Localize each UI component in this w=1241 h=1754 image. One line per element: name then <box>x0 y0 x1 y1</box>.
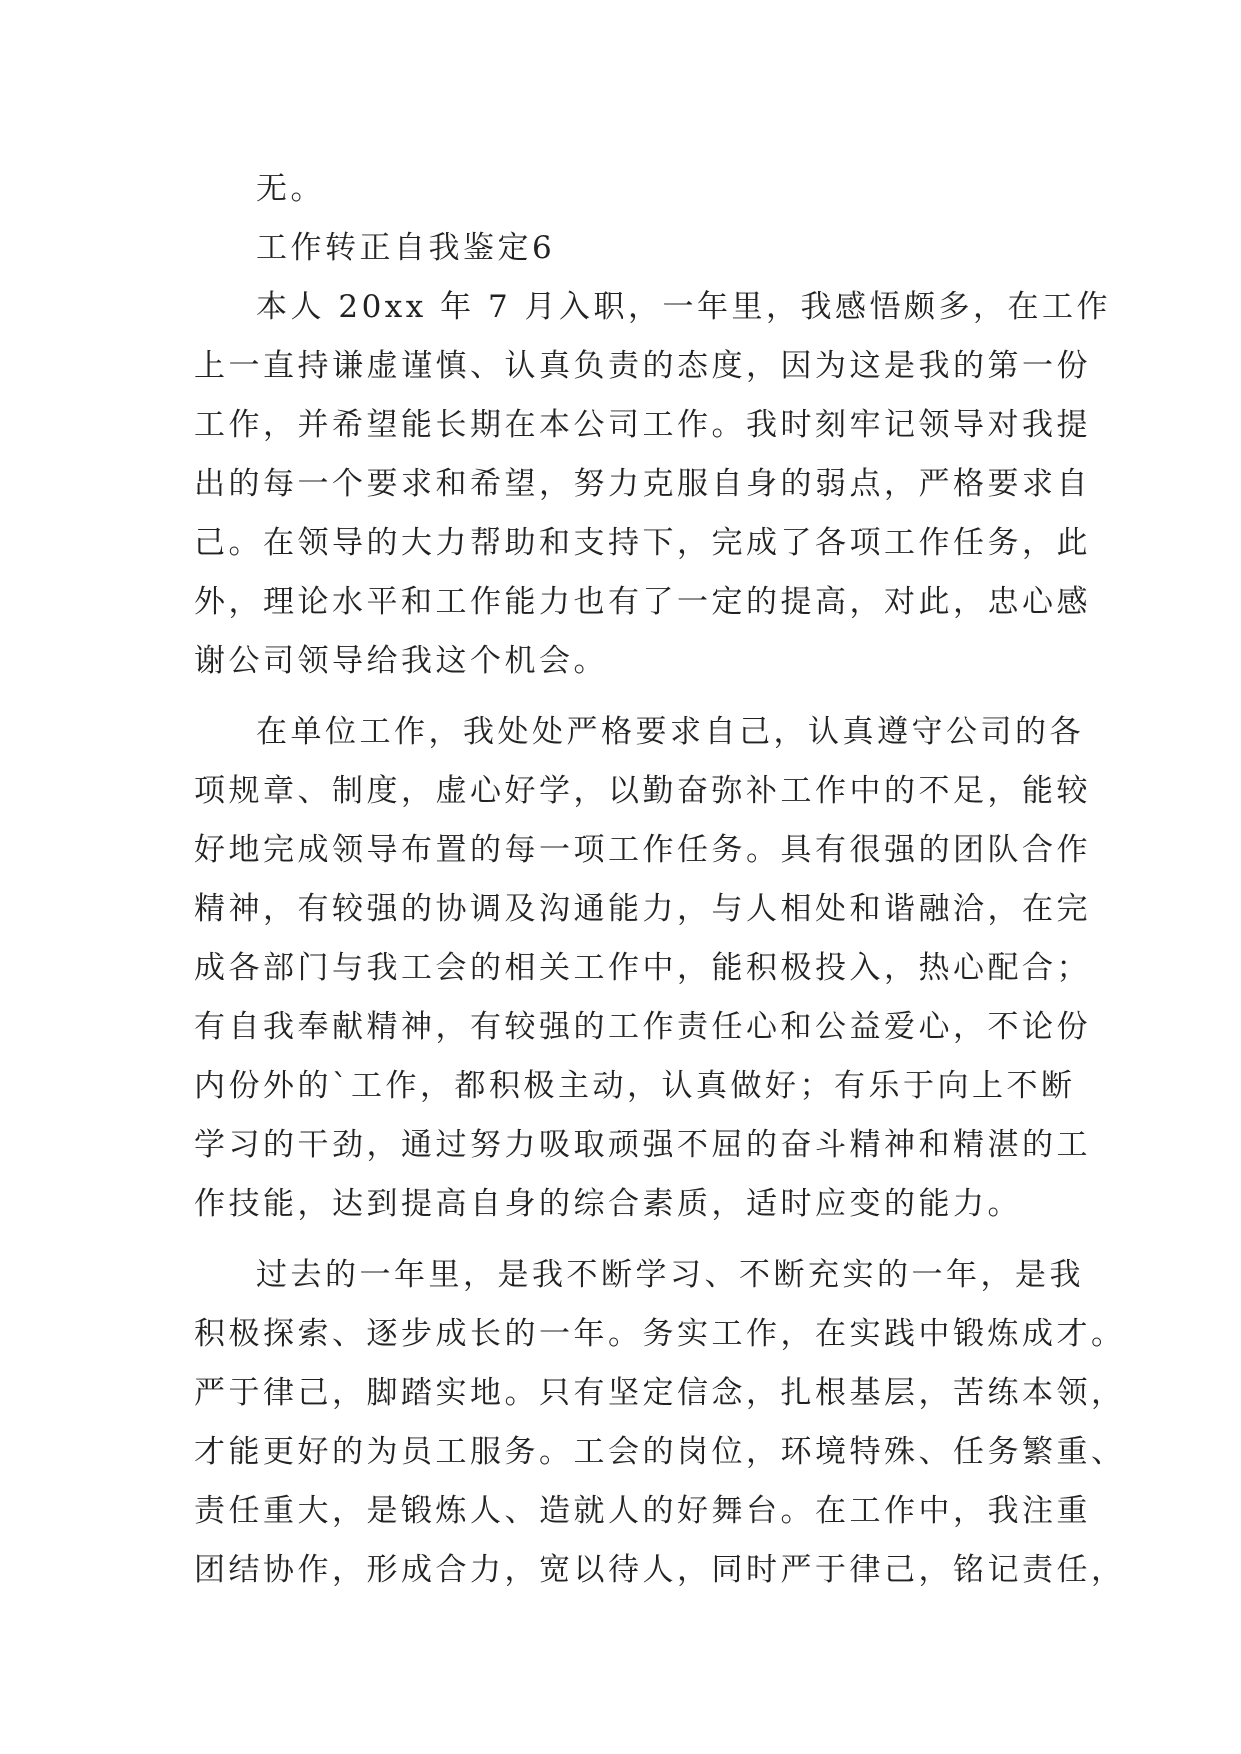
paragraph-line: 工作，并希望能长期在本公司工作。我时刻牢记领导对我提 <box>194 407 1091 443</box>
paragraph-line: 责任重大，是锻炼人、造就人的好舞台。在工作中，我注重 <box>194 1493 1091 1529</box>
paragraph-line: 内份外的`工作，都积极主动，认真做好；有乐于向上不断 <box>194 1068 1076 1104</box>
paragraph-line: 学习的干劲，通过努力吸取顽强不屈的奋斗精神和精湛的工 <box>194 1127 1091 1163</box>
paragraph-line: 上一直持谦虚谨慎、认真负责的态度，因为这是我的第一份 <box>194 348 1091 384</box>
paragraph-line: 己。在领导的大力帮助和支持下，完成了各项工作任务，此 <box>194 525 1091 561</box>
paragraph-line: 本人 20xx 年 7 月入职，一年里，我感悟颇多，在工作 <box>256 289 1112 325</box>
paragraph-line: 项规章、制度，虚心好学，以勤奋弥补工作中的不足，能较 <box>194 773 1091 809</box>
paragraph-line: 才能更好的为员工服务。工会的岗位，环境特殊、任务繁重、 <box>194 1434 1126 1470</box>
paragraph-line: 严于律己，脚踏实地。只有坚定信念，扎根基层，苦练本领， <box>194 1375 1126 1411</box>
paragraph-line: 精神，有较强的协调及沟通能力，与人相处和谐融洽，在完 <box>194 891 1091 927</box>
paragraph-line: 外，理论水平和工作能力也有了一定的提高，对此，忠心感 <box>194 584 1091 620</box>
paragraph-line: 成各部门与我工会的相关工作中，能积极投入，热心配合； <box>194 950 1091 986</box>
paragraph-line: 作技能，达到提高自身的综合素质，适时应变的能力。 <box>194 1186 1022 1222</box>
section-heading: 工作转正自我鉴定6 <box>256 230 556 266</box>
paragraph-line: 谢公司领导给我这个机会。 <box>194 643 608 679</box>
paragraph-line: 出的每一个要求和希望，努力克服自身的弱点，严格要求自 <box>194 466 1091 502</box>
paragraph-line: 在单位工作，我处处严格要求自己，认真遵守公司的各 <box>256 714 1084 750</box>
text-line: 无。 <box>256 171 325 207</box>
document-body <box>194 160 1126 1600</box>
paragraph-line: 过去的一年里，是我不断学习、不断充实的一年，是我 <box>256 1257 1084 1293</box>
paragraph-line: 团结协作，形成合力，宽以待人，同时严于律己，铭记责任， <box>194 1552 1126 1588</box>
paragraph-line: 有自我奉献精神，有较强的工作责任心和公益爱心，不论份 <box>194 1009 1091 1045</box>
paragraph-line: 好地完成领导布置的每一项工作任务。具有很强的团队合作 <box>194 832 1091 868</box>
paragraph-line: 积极探索、逐步成长的一年。务实工作，在实践中锻炼成才。 <box>194 1316 1126 1352</box>
